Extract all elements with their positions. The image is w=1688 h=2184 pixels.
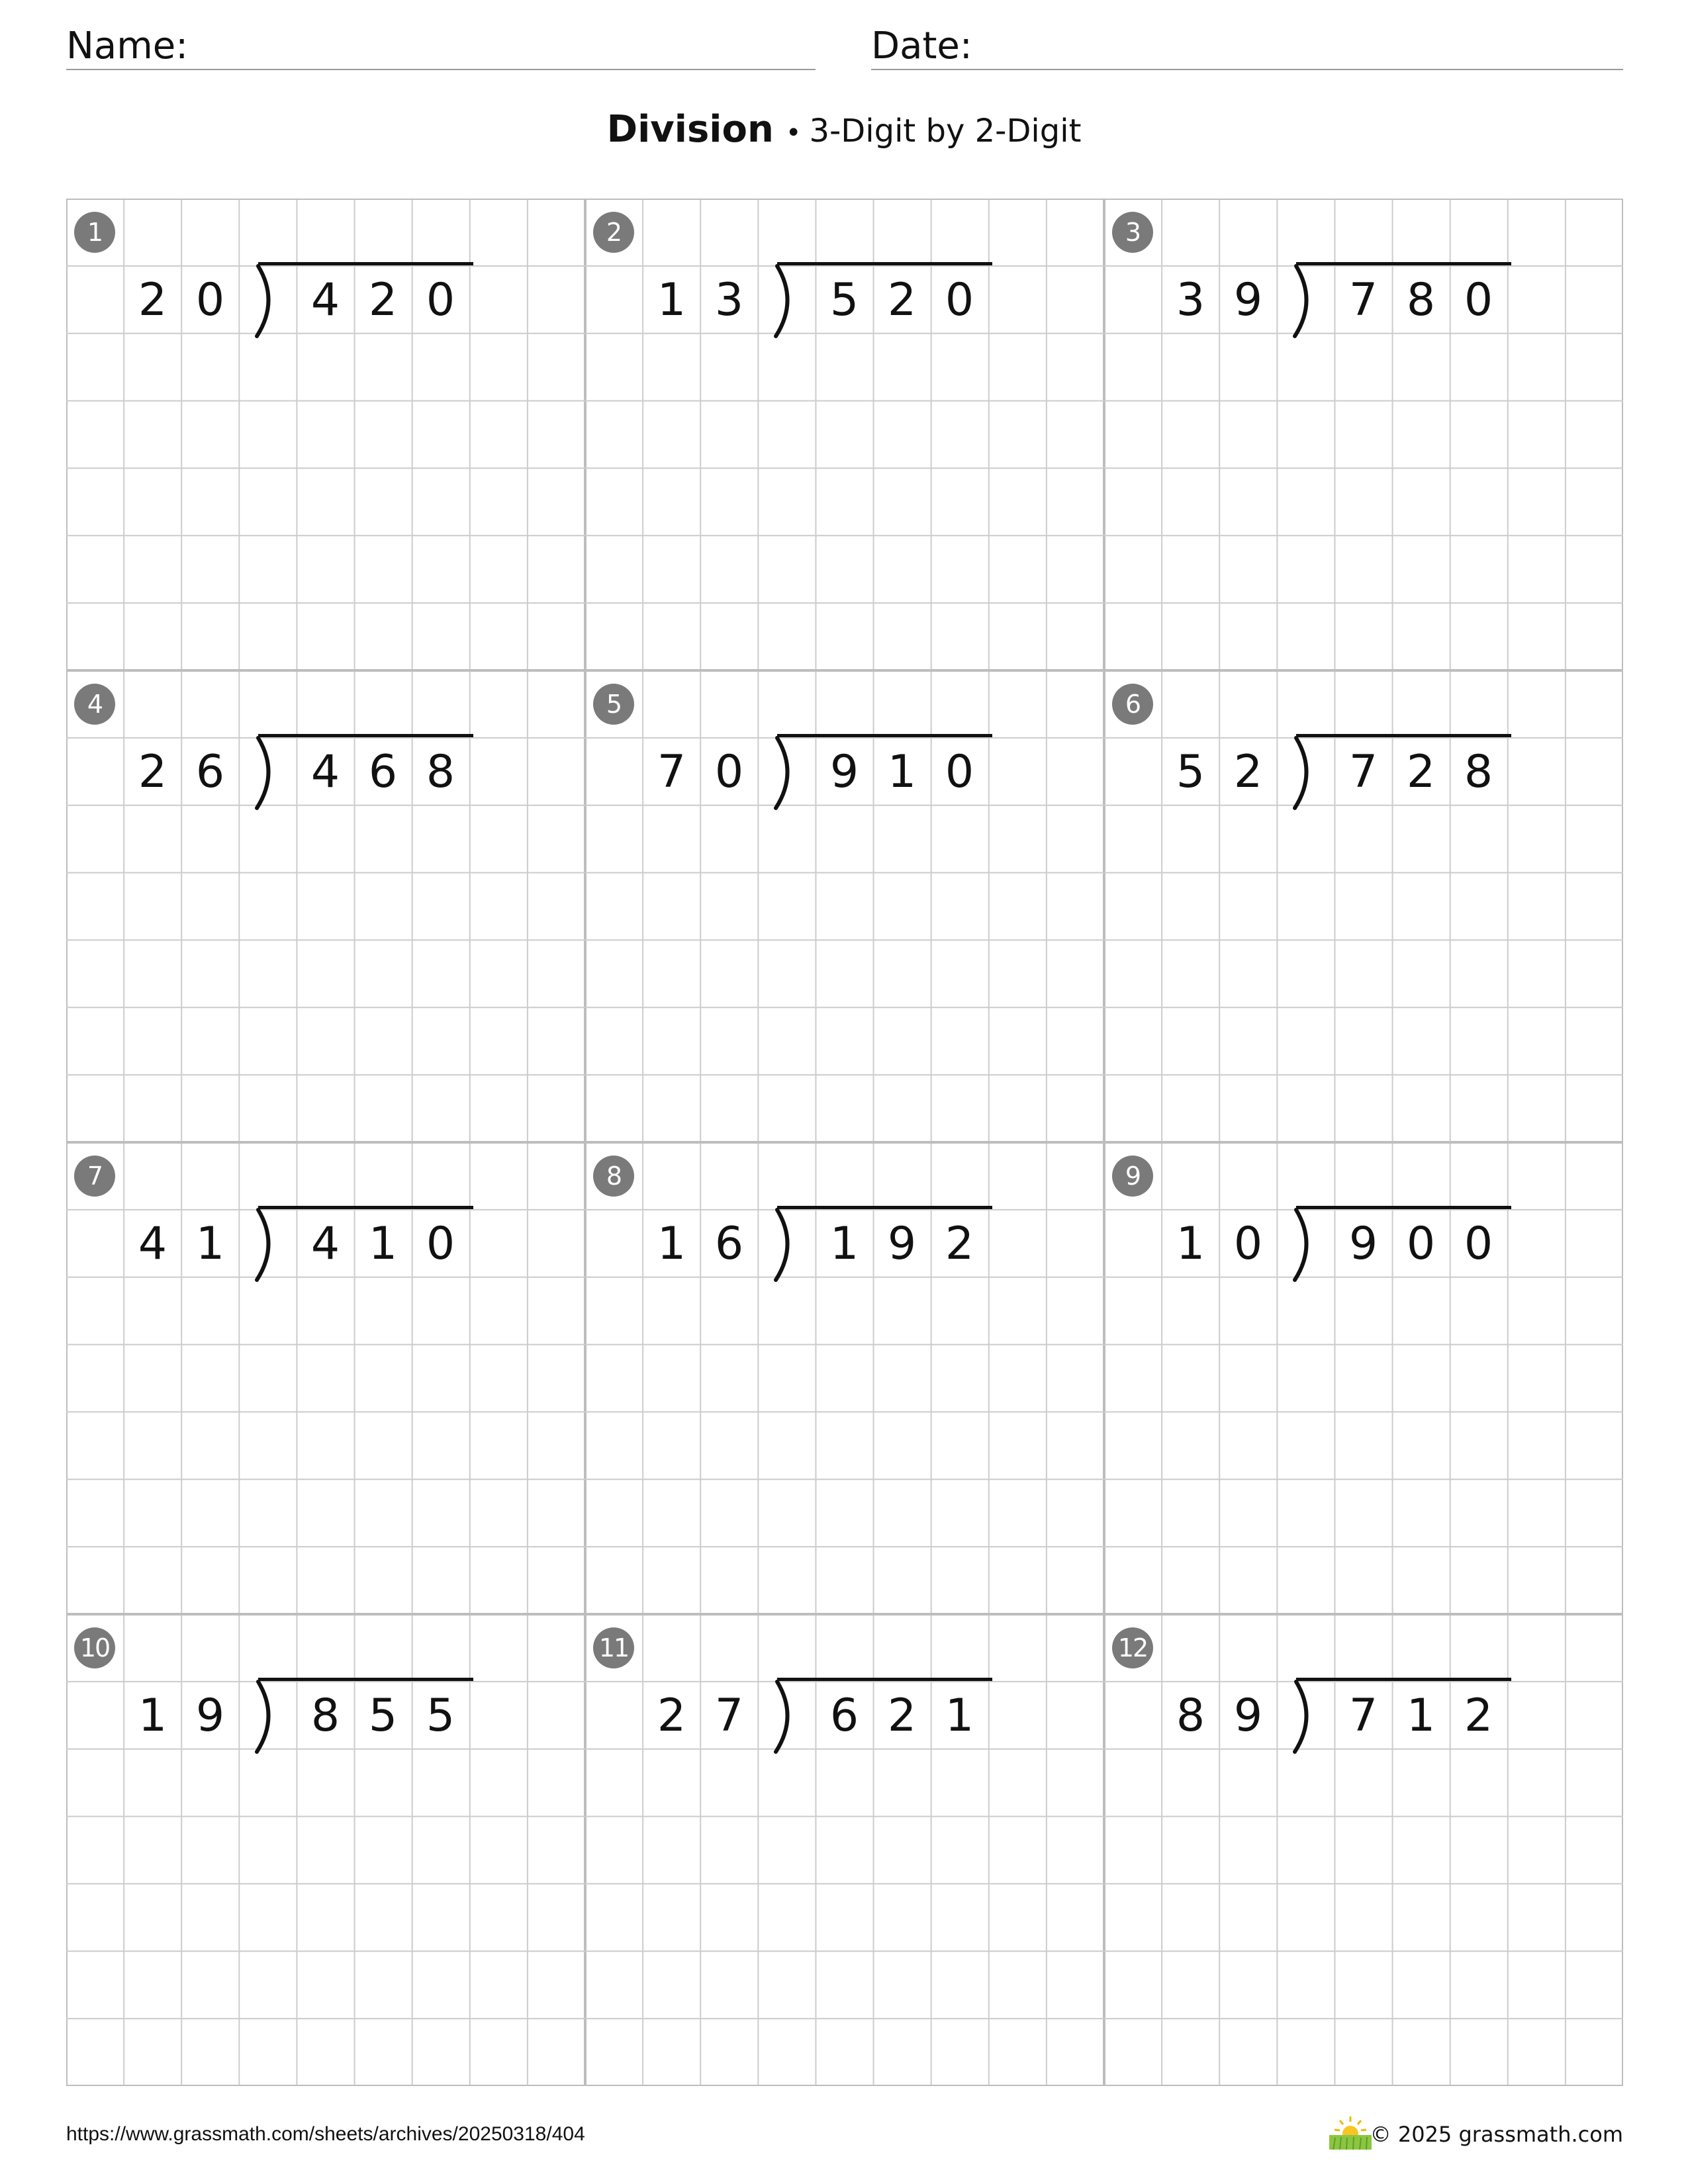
dividend-digit: 0 [945, 274, 974, 326]
divisor-digit: 8 [1176, 1690, 1205, 1742]
name-field[interactable] [66, 24, 816, 70]
dividend [816, 1216, 988, 1272]
dividend-digit: 6 [829, 1690, 859, 1742]
dividend [297, 1688, 469, 1744]
problem-4 [66, 670, 585, 1142]
dividend-digit: 0 [426, 1218, 455, 1270]
dividend-digit: 8 [310, 1690, 340, 1742]
grass-sun-logo-icon [1327, 2115, 1374, 2151]
dividend-digit: 8 [1406, 274, 1436, 326]
division-vinculum [258, 1206, 473, 1209]
divisor-digit: 1 [657, 274, 686, 326]
division-bracket [245, 1680, 298, 1753]
division-vinculum [777, 262, 992, 265]
divisor [124, 1216, 239, 1272]
divisor-digit: 5 [1176, 746, 1205, 798]
division-bracket [764, 737, 817, 809]
problem-number-badge: 7 [74, 1156, 115, 1197]
divisor-digit: 2 [138, 746, 167, 798]
divisor [1162, 1688, 1277, 1744]
divisor [643, 273, 758, 328]
division-vinculum [258, 1678, 473, 1681]
divisor-digit: 1 [138, 1690, 167, 1742]
dividend [816, 273, 988, 328]
footer-copyright: © 2025 grassmath.com [1370, 2122, 1623, 2147]
divisor [1162, 745, 1277, 800]
divisor-digit: 3 [1176, 274, 1205, 326]
problem-9 [1104, 1142, 1623, 1614]
division-vinculum [258, 262, 473, 265]
division-vinculum [1296, 1678, 1511, 1681]
date-field[interactable] [871, 24, 1623, 70]
dividend-digit: 2 [368, 274, 398, 326]
problem-11 [585, 1614, 1104, 2086]
division-bracket [245, 265, 298, 338]
dividend-digit: 7 [1348, 274, 1378, 326]
worksheet-grid [66, 199, 1623, 2086]
dividend-digit: 8 [426, 746, 455, 798]
divisor-digit: 6 [195, 746, 225, 798]
problem-number-badge: 8 [593, 1156, 634, 1197]
problem-number-badge: 4 [74, 684, 115, 725]
dividend-digit: 2 [1406, 746, 1436, 798]
dividend-digit: 7 [1348, 1690, 1378, 1742]
dividend [297, 273, 469, 328]
division-bracket [764, 265, 817, 338]
dividend-digit: 1 [368, 1218, 398, 1270]
divisor [124, 273, 239, 328]
divisor-digit: 2 [657, 1690, 686, 1742]
division-vinculum [258, 734, 473, 737]
dividend-digit: 9 [887, 1218, 917, 1270]
dividend [1335, 1688, 1507, 1744]
division-vinculum [777, 1206, 992, 1209]
problem-number-badge: 6 [1112, 684, 1153, 725]
division-vinculum [777, 1678, 992, 1681]
divisor-digit: 1 [657, 1218, 686, 1270]
title-main: Division [606, 108, 774, 151]
problem-number-badge: 1 [74, 212, 115, 253]
divisor-digit: 1 [1176, 1218, 1205, 1270]
dividend-digit: 6 [368, 746, 398, 798]
problem-10 [66, 1614, 585, 2086]
problem-number-badge: 5 [593, 684, 634, 725]
problem-1 [66, 199, 585, 670]
date-label: Date: [871, 24, 972, 68]
dividend [297, 1216, 469, 1272]
divisor-digit: 2 [138, 274, 167, 326]
divisor-digit: 4 [138, 1218, 167, 1270]
dividend-digit: 0 [1406, 1218, 1436, 1270]
divisor-digit: 6 [714, 1218, 744, 1270]
dividend-digit: 7 [1348, 746, 1378, 798]
dividend [1335, 1216, 1507, 1272]
dividend-digit: 0 [426, 274, 455, 326]
dividend-digit: 0 [1464, 1218, 1493, 1270]
dividend-digit: 1 [829, 1218, 859, 1270]
dividend-digit: 4 [310, 1218, 340, 1270]
problem-number-badge: 3 [1112, 212, 1153, 253]
divisor-digit: 0 [714, 746, 744, 798]
dividend [816, 745, 988, 800]
division-vinculum [1296, 734, 1511, 737]
divisor-digit: 9 [1233, 274, 1263, 326]
problem-3 [1104, 199, 1623, 670]
dividend-digit: 9 [1348, 1218, 1378, 1270]
problem-number-badge: 12 [1112, 1627, 1153, 1668]
divisor-digit: 9 [1233, 1690, 1263, 1742]
division-bracket [1283, 1680, 1336, 1753]
dividend [1335, 745, 1507, 800]
dividend-digit: 2 [1464, 1690, 1493, 1742]
name-label: Name: [66, 24, 189, 68]
division-vinculum [1296, 262, 1511, 265]
dividend-digit: 2 [887, 1690, 917, 1742]
problem-2 [585, 199, 1104, 670]
problem-6 [1104, 670, 1623, 1142]
divisor-digit: 9 [195, 1690, 225, 1742]
divisor [124, 1688, 239, 1744]
problem-12 [1104, 1614, 1623, 2086]
dividend [816, 1688, 988, 1744]
problem-5 [585, 670, 1104, 1142]
divisor [1162, 1216, 1277, 1272]
worksheet-title [0, 103, 1688, 159]
dividend [1335, 273, 1507, 328]
dividend [297, 745, 469, 800]
dividend-digit: 5 [368, 1690, 398, 1742]
divisor-digit: 7 [657, 746, 686, 798]
dividend-digit: 2 [887, 274, 917, 326]
divisor [1162, 273, 1277, 328]
problem-number-badge: 9 [1112, 1156, 1153, 1197]
dividend-digit: 0 [945, 746, 974, 798]
divisor-digit: 2 [1233, 746, 1263, 798]
problem-8 [585, 1142, 1104, 1614]
division-bracket [1283, 737, 1336, 809]
dividend-digit: 8 [1464, 746, 1493, 798]
dividend-digit: 9 [829, 746, 859, 798]
divisor [643, 745, 758, 800]
dividend-digit: 1 [1406, 1690, 1436, 1742]
divisor-digit: 0 [195, 274, 225, 326]
divisor [124, 745, 239, 800]
dividend-digit: 1 [887, 746, 917, 798]
title-separator: • [785, 118, 802, 148]
footer-url: https://www.grassmath.com/sheets/archives/20250318/404 [66, 2123, 585, 2145]
problem-number-badge: 11 [593, 1627, 634, 1668]
dividend-digit: 4 [310, 274, 340, 326]
problem-number-badge: 2 [593, 212, 634, 253]
problem-7 [66, 1142, 585, 1614]
division-bracket [1283, 1208, 1336, 1281]
title-subtitle: 3-Digit by 2-Digit [809, 113, 1082, 150]
division-bracket [764, 1208, 817, 1281]
division-vinculum [777, 734, 992, 737]
dividend-digit: 1 [945, 1690, 974, 1742]
divisor-digit: 3 [714, 274, 744, 326]
problem-number-badge: 10 [74, 1627, 115, 1668]
division-bracket [764, 1680, 817, 1753]
division-bracket [245, 1208, 298, 1281]
divisor [643, 1216, 758, 1272]
dividend-digit: 0 [1464, 274, 1493, 326]
divisor [643, 1688, 758, 1744]
divisor-digit: 1 [195, 1218, 225, 1270]
division-bracket [245, 737, 298, 809]
dividend-digit: 5 [829, 274, 859, 326]
divisor-digit: 0 [1233, 1218, 1263, 1270]
division-vinculum [1296, 1206, 1511, 1209]
dividend-digit: 5 [426, 1690, 455, 1742]
dividend-digit: 2 [945, 1218, 974, 1270]
division-bracket [1283, 265, 1336, 338]
dividend-digit: 4 [310, 746, 340, 798]
divisor-digit: 7 [714, 1690, 744, 1742]
